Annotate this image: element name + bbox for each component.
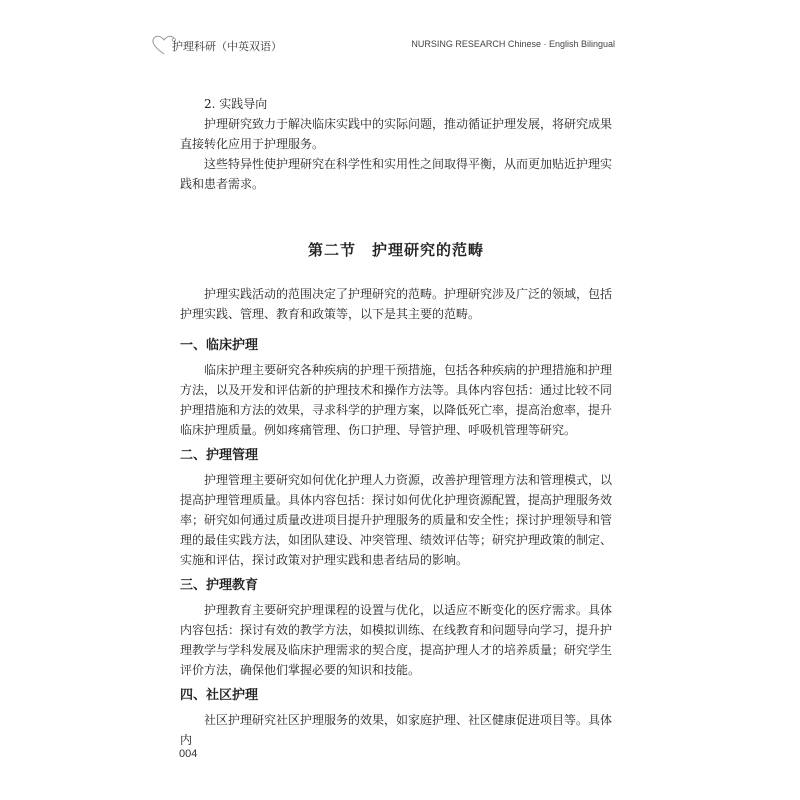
page-header — [150, 34, 615, 56]
subheading-practice-oriented: 2. 实践导向 — [204, 97, 268, 111]
paragraph: 这些特异性使护理研究在科学性和实用性之间取得平衡，从而更加贴近护理实践和患者需求。 — [180, 157, 613, 191]
heading-clinical-nursing: 一、临床护理 — [180, 338, 259, 353]
book-subtitle: NURSING RESEARCH Chinese · English Bilingual — [411, 39, 615, 49]
heading-nursing-management: 二、护理管理 — [180, 448, 259, 463]
paragraph: 护理研究致力于解决临床实践中的实际问题，推动循证护理发展，将研究成果直接转化应用于护理服务。 — [180, 117, 613, 151]
section-name: 护理研究的范畴 — [372, 241, 485, 259]
paragraph: 临床护理主要研究各种疾病的护理干预措施，包括各种疾病的护理措施和护理方法，以及开发和评估新的护理技术和操作方法等。具体内容包括：通过比较不同护理措施和方法的效果，寻求科学的护理方案，以降低死亡率，提高治愈率，提升临床护理质量。例如疼痛管理、伤口护理、导管护理、呼吸机管理等研究。 — [180, 363, 613, 437]
page-number: 004 — [179, 748, 198, 760]
paragraph: 护理教育主要研究护理课程的设置与优化，以适应不断变化的医疗需求。具体内容包括：探讨有效的教学方法，如模拟训练、在线教育和问题导向学习，提升护理教学与学科发展及临床护理需求的契合度，提高护理人才的培养质量；研究学生评价方法，确保他们掌握必要的知识和技能。 — [180, 603, 613, 677]
section-number: 第二节 — [307, 241, 356, 259]
paragraph: 护理管理主要研究如何优化护理人力资源，改善护理管理方法和管理模式，以提高护理管理质量。具体内容包括：探讨如何优化护理资源配置，提高护理服务效率；研究如何通过质量改进项目提升护理服务的质量和安全性；探讨护理领导和管理的最佳实践方法，如团队建设、冲突管理、绩效评估等；研究护理政策的制定、实施和评估，探讨政策对护理实践和患者结局的影响。 — [180, 473, 613, 567]
section-title — [180, 238, 612, 262]
paragraph: 社区护理研究社区护理服务的效果，如家庭护理、社区健康促进项目等。具体内 — [180, 713, 613, 747]
section-intro: 护理实践活动的范围决定了护理研究的范畴。护理研究涉及广泛的领域，包括护理实践、管理、教育和政策等，以下是其主要的范畴。 — [180, 287, 613, 321]
book-title: 护理科研（中英双语） — [172, 40, 282, 53]
heading-nursing-education: 三、护理教育 — [180, 578, 259, 593]
heading-community-nursing: 四、社区护理 — [180, 688, 259, 703]
page-body — [180, 94, 612, 750]
